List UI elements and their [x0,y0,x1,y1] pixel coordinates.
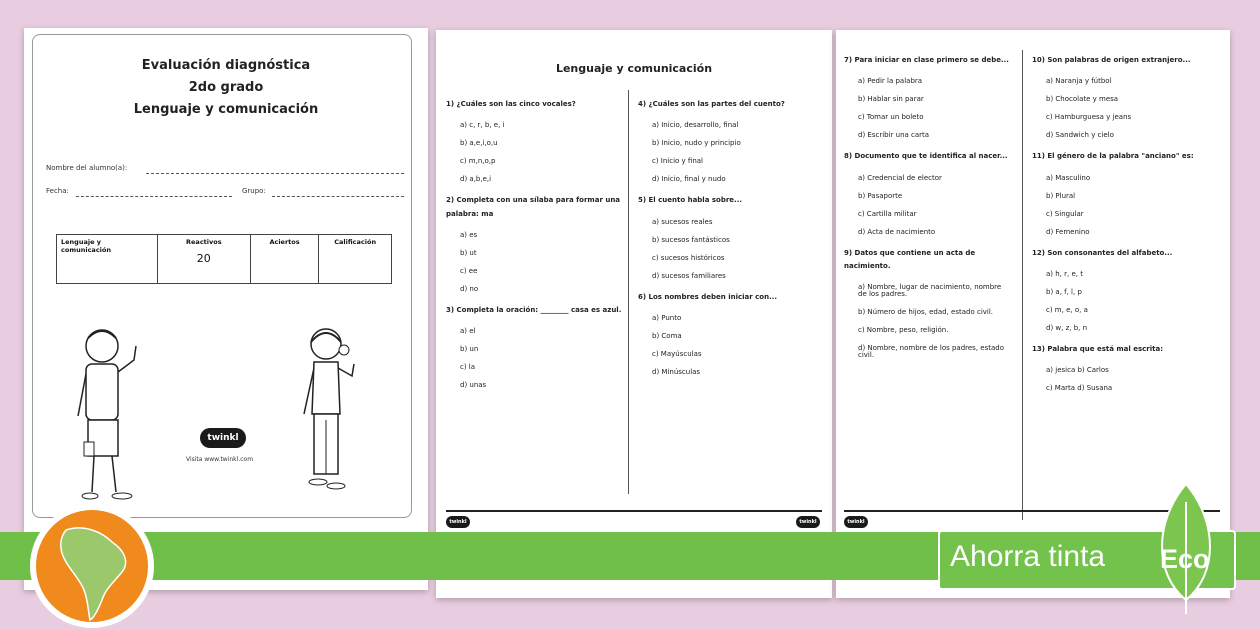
option[interactable]: d) Escribir una carta [858,131,930,140]
cover-grade: 2do grado [188,80,264,95]
option[interactable]: b) a, f, l, p [1046,287,1082,296]
option[interactable]: d) sucesos familiares [652,271,726,280]
question-7: 7) Para iniciar en clase primero se debe... a) Pedir la palabra b) Hablar sin parar c) Tomar un boleto d) Escribir una carta [844,54,1012,139]
question-5: 5) El cuento habla sobre... a) sucesos reales b) sucesos fantásticos c) sucesos históricos d) sucesos familiares [638,194,824,279]
option[interactable]: b) Pasaporte [858,191,903,200]
option[interactable]: b) Hablar sin parar [858,95,924,104]
option[interactable]: d) Nombre, nombre de los padres, estado civil. [858,344,1004,360]
option[interactable]: a) c, r, b, e, i [460,121,505,130]
south-america-badge [30,504,154,628]
option[interactable]: c) Tomar un boleto [858,113,924,122]
twinkl-logo-right: twinkl [796,516,820,528]
twinkl-site: Visita www.twinkl.com [186,456,254,463]
column-divider [628,90,629,494]
option[interactable]: a) Nombre, lugar de nacimiento, nombre de los padres. [858,283,1002,299]
footer-rule [446,510,822,512]
option[interactable]: c) Hamburguesa y jeans [1046,113,1132,122]
name-line[interactable] [146,173,404,174]
score-header-reactivos: Reactivos 20 [157,235,250,284]
page2-heading: Lenguaje y comunicación [555,62,713,75]
option[interactable]: a) es [460,230,478,239]
option[interactable]: d) w, z, b, n [1046,323,1088,332]
option[interactable]: d) a,b,e,i [460,175,492,184]
option[interactable]: c) Singular [1046,209,1084,218]
cover-title: Evaluación diagnóstica [141,58,311,73]
option[interactable]: a) Inicio, desarrollo, final [652,121,739,130]
questions-page-1 [436,30,832,598]
score-table [56,234,392,284]
question-8: 8) Documento que te identifica al nacer... a) Credencial de elector b) Pasaporte c) Cartilla militar d) Acta de nacimiento [844,150,1012,235]
option[interactable]: b) Inicio, nudo y principio [652,139,741,148]
girl-illustration [296,324,376,504]
boy-illustration [74,324,154,504]
question-1: 1) ¿Cuáles son las cinco vocales? a) c, r, b, e, i b) a,e,i,o,u c) m,n,o,p d) a,b,e,i [446,98,626,183]
twinkl-logo: twinkl [844,516,868,528]
score-header-calificacion: Calificación [319,235,392,284]
score-header-aciertos: Aciertos [250,235,319,284]
column-divider [1022,50,1023,520]
reactivos-value: 20 [196,252,211,265]
option[interactable]: a) Pedir la palabra [858,77,923,86]
option[interactable]: d) Femenino [1046,227,1090,236]
option[interactable]: b) Chocolate y mesa [1046,95,1119,104]
date-label: Fecha: [46,187,69,195]
question-13: 13) Palabra que está mal escrita: a) jesica b) Carlos c) Marta d) Susana [1032,343,1222,392]
question-6: 6) Los nombres deben iniciar con... a) Punto b) Coma c) Mayúsculas d) Minúsculas [638,291,824,376]
option[interactable]: a) Masculino [1046,173,1091,182]
eco-banner-text: Ahorra tinta [950,540,1106,573]
option[interactable]: b) un [460,345,479,354]
date-line[interactable] [76,196,232,197]
name-label: Nombre del alumno(a): [46,164,128,172]
option[interactable]: b) a,e,i,o,u [460,139,498,148]
option[interactable]: c) Nombre, peso, religión. [858,326,949,335]
option[interactable]: b) sucesos fantásticos [652,235,730,244]
option[interactable]: c) m, e, o, a [1046,305,1088,314]
question-10: 10) Son palabras de origen extranjero... a) Naranja y fútbol b) Chocolate y mesa c) Hamburguesa y jeans d) Sandwich y cielo [1032,54,1222,139]
option[interactable]: a) sucesos reales [652,217,713,226]
option[interactable]: d) no [460,284,479,293]
option[interactable]: a) Credencial de elector [858,173,942,182]
question-12: 12) Son consonantes del alfabeto... a) h, r, e, t b) a, f, l, p c) m, e, o, a d) w, z, b, n [1032,247,1222,332]
question-9: 9) Datos que contiene un acta de nacimiento. a) Nombre, lugar de nacimiento, nombre de los padres. b) Número de hijos, edad, estado civil. c) Nombre, peso, religión. d) Nombre, nombre de los padres, estado civil. [844,247,1012,360]
option[interactable]: a) Punto [652,313,682,322]
option[interactable]: d) Inicio, final y nudo [652,175,726,184]
twinkl-logo: twinkl [200,428,246,448]
page3-left-column [844,54,1012,370]
question-11: 11) El género de la palabra "anciano" es: a) Masculino b) Plural c) Singular d) Femenino [1032,150,1222,235]
option[interactable]: d) Sandwich y cielo [1046,131,1114,140]
option[interactable]: c) sucesos históricos [652,253,725,262]
option[interactable]: b) Número de hijos, edad, estado civil. [858,308,994,317]
option[interactable]: d) unas [460,381,487,390]
south-america-map-icon [36,510,148,622]
option[interactable]: c) Cartilla militar [858,209,917,218]
group-label: Grupo: [242,187,266,195]
option[interactable]: b) ut [460,248,477,257]
option[interactable]: b) Coma [652,331,682,340]
option[interactable]: c) Marta d) Susana [1046,384,1113,393]
option[interactable]: c) la [460,363,476,372]
twinkl-logo: twinkl [446,516,470,528]
option[interactable]: a) el [460,327,476,336]
option[interactable]: c) ee [460,266,478,275]
option[interactable]: d) Acta de nacimiento [858,227,936,236]
question-3: 3) Completa la oración: ________ casa es azul. a) el b) un c) la d) unas [446,304,626,389]
option[interactable]: a) h, r, e, t [1046,269,1083,278]
page2-right-column [638,98,824,387]
page3-right-column [1032,54,1222,403]
question-4: 4) ¿Cuáles son las partes del cuento? a) Inicio, desarrollo, final b) Inicio, nudo y principio c) Inicio y final d) Inicio, final y nudo [638,98,824,183]
option[interactable]: c) Mayúsculas [652,349,702,358]
option[interactable]: c) m,n,o,p [460,157,496,166]
score-header-subject: Lenguaje y comunicación [57,235,158,284]
page2-left-column [446,98,626,400]
group-line[interactable] [272,196,404,197]
option[interactable]: b) Plural [1046,191,1076,200]
cover-subject: Lenguaje y comunicación [133,102,319,117]
question-2: 2) Completa con una sílaba para formar una palabra: ma a) es b) ut c) ee d) no [446,194,626,293]
option[interactable]: d) Minúsculas [652,367,701,376]
option[interactable]: a) jesica b) Carlos [1046,366,1109,375]
eco-label: Eco [1160,544,1210,574]
option[interactable]: a) Naranja y fútbol [1046,77,1112,86]
option[interactable]: c) Inicio y final [652,157,703,166]
